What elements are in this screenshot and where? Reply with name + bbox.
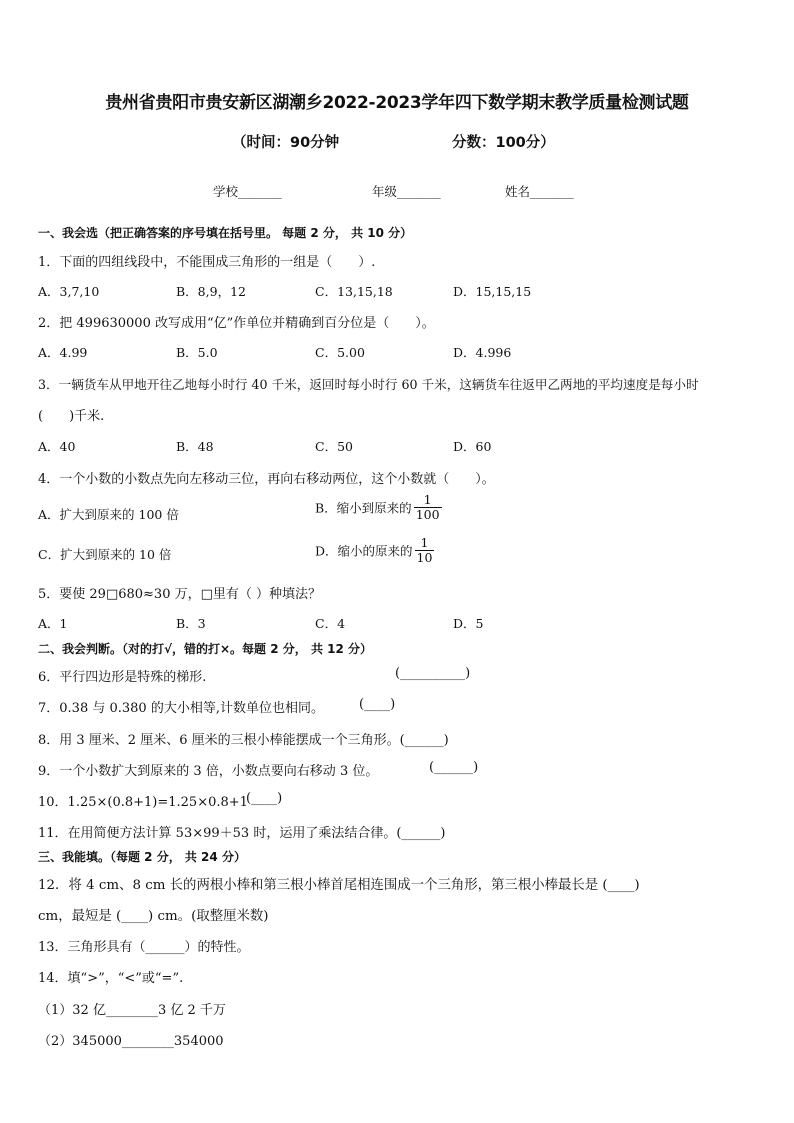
q1-option-d: D．15,15,15	[453, 284, 532, 299]
question-14-part-1: （1）32 亿________3 亿 2 千万	[38, 1003, 226, 1018]
question-14-part-2: （2）345000________354000	[38, 1034, 224, 1049]
q6-answer-blank: (__________)	[395, 666, 471, 681]
exam-time: （时间：90分钟	[232, 135, 340, 151]
question-4: 4．一个小数的小数点先向左移动三位，再向右移动两位，这个小数就（ ）。	[38, 472, 495, 487]
name-field: 姓名_______	[505, 184, 574, 199]
q3-option-d: D．60	[453, 439, 492, 454]
section-3-heading: 三、我能填。（每题 2 分， 共 24 分）	[38, 850, 246, 864]
q3-option-a: A．40	[38, 439, 76, 454]
question-9: 9．一个小数扩大到原来的 3 倍，小数点要向右移动 3 位。	[38, 764, 379, 779]
q10-answer-blank: (____)	[246, 791, 283, 806]
q5-option-d: D．5	[453, 616, 484, 631]
question-5: 5．要使 29□680≈30 万，□里有（ ）种填法？	[38, 587, 322, 602]
q5-option-c: C．4	[315, 616, 346, 631]
question-12-line-1: 12．将 4 cm、8 cm 长的两根小棒和第三根小棒首尾相连围成一个三角形，第三根小棒最长是 (____)	[38, 878, 640, 893]
q1-option-b: B．8,9，12	[176, 284, 246, 299]
grade-field: 年级_______	[372, 184, 441, 199]
section-2-heading: 二、我会判断。（对的打√，错的打×。每题 2 分， 共 12 分）	[38, 642, 372, 656]
question-1: 1．下面的四组线段中，不能围成三角形的一组是（ ）.	[38, 255, 376, 270]
q3-option-b: B．48	[176, 439, 214, 454]
q1-option-a: A．3,7,10	[38, 284, 100, 299]
school-field: 学校_______	[213, 184, 282, 199]
fraction-1-100: $\frac{1}{100}$	[415, 492, 440, 522]
fraction-1-10: $\frac{1}{10}$	[416, 535, 433, 565]
q4-option-c: C．扩大到原来的 10 倍	[38, 547, 172, 562]
q4-option-d	[315, 536, 434, 565]
question-8: 8．用 3 厘米、2 厘米、6 厘米的三根小棒能摆成一个三角形。(______)	[38, 733, 449, 748]
question-6: 6．平行四边形是特殊的梯形.	[38, 670, 207, 685]
q4-option-a: A．扩大到原来的 100 倍	[38, 507, 179, 522]
question-11: 11．在用简便方法计算 53×99＋53 时，运用了乘法结合律。(______)	[38, 826, 446, 841]
question-12-line-2: cm，最短是 (____) cm。(取整厘米数)	[38, 909, 269, 924]
q9-answer-blank: (______)	[429, 760, 479, 775]
q2-option-c: C．5.00	[315, 345, 365, 360]
question-3-line-2: ( )千米.	[38, 409, 105, 424]
section-1-heading: 一、我会选（把正确答案的序号填在括号里。 每题 2 分， 共 10 分）	[38, 226, 413, 240]
q5-option-b: B．3	[176, 616, 206, 631]
question-3-line-1: 3．一辆货车从甲地开往乙地每小时行 40 千米，返回时每小时行 60 千米，这辆货车往返甲乙两地的平均速度是每小时	[38, 377, 699, 392]
q2-option-a: A．4.99	[38, 345, 88, 360]
question-7: 7．0.38 与 0.380 的大小相等,计数单位也相同。	[38, 701, 324, 716]
question-13: 13．三角形具有（______）的特性。	[38, 940, 250, 955]
question-10: 10．1.25×(0.8+1)=1.25×0.8+1	[38, 795, 248, 810]
question-14: 14．填“>”，“<”或“=”.	[38, 971, 184, 986]
q4-option-d-text: D．缩小的原来的	[315, 543, 413, 559]
exam-score: 分数：100分）	[452, 135, 555, 151]
q5-option-a: A．1	[38, 616, 68, 631]
q3-option-c: C．50	[315, 439, 353, 454]
question-2: 2．把 499630000 改写成用“亿”作单位并精确到百分位是（ ）。	[38, 316, 435, 331]
q4-option-b	[315, 493, 442, 522]
q7-answer-blank: (____)	[359, 697, 396, 712]
q2-option-d: D．4.996	[453, 345, 512, 360]
q1-option-c: C．13,15,18	[315, 284, 393, 299]
q2-option-b: B．5.0	[176, 345, 218, 360]
page-title: 贵州省贵阳市贵安新区湖潮乡2022-2023学年四下数学期末教学质量检测试题	[105, 93, 689, 113]
q4-option-b-text: B．缩小到原来的	[315, 500, 412, 516]
